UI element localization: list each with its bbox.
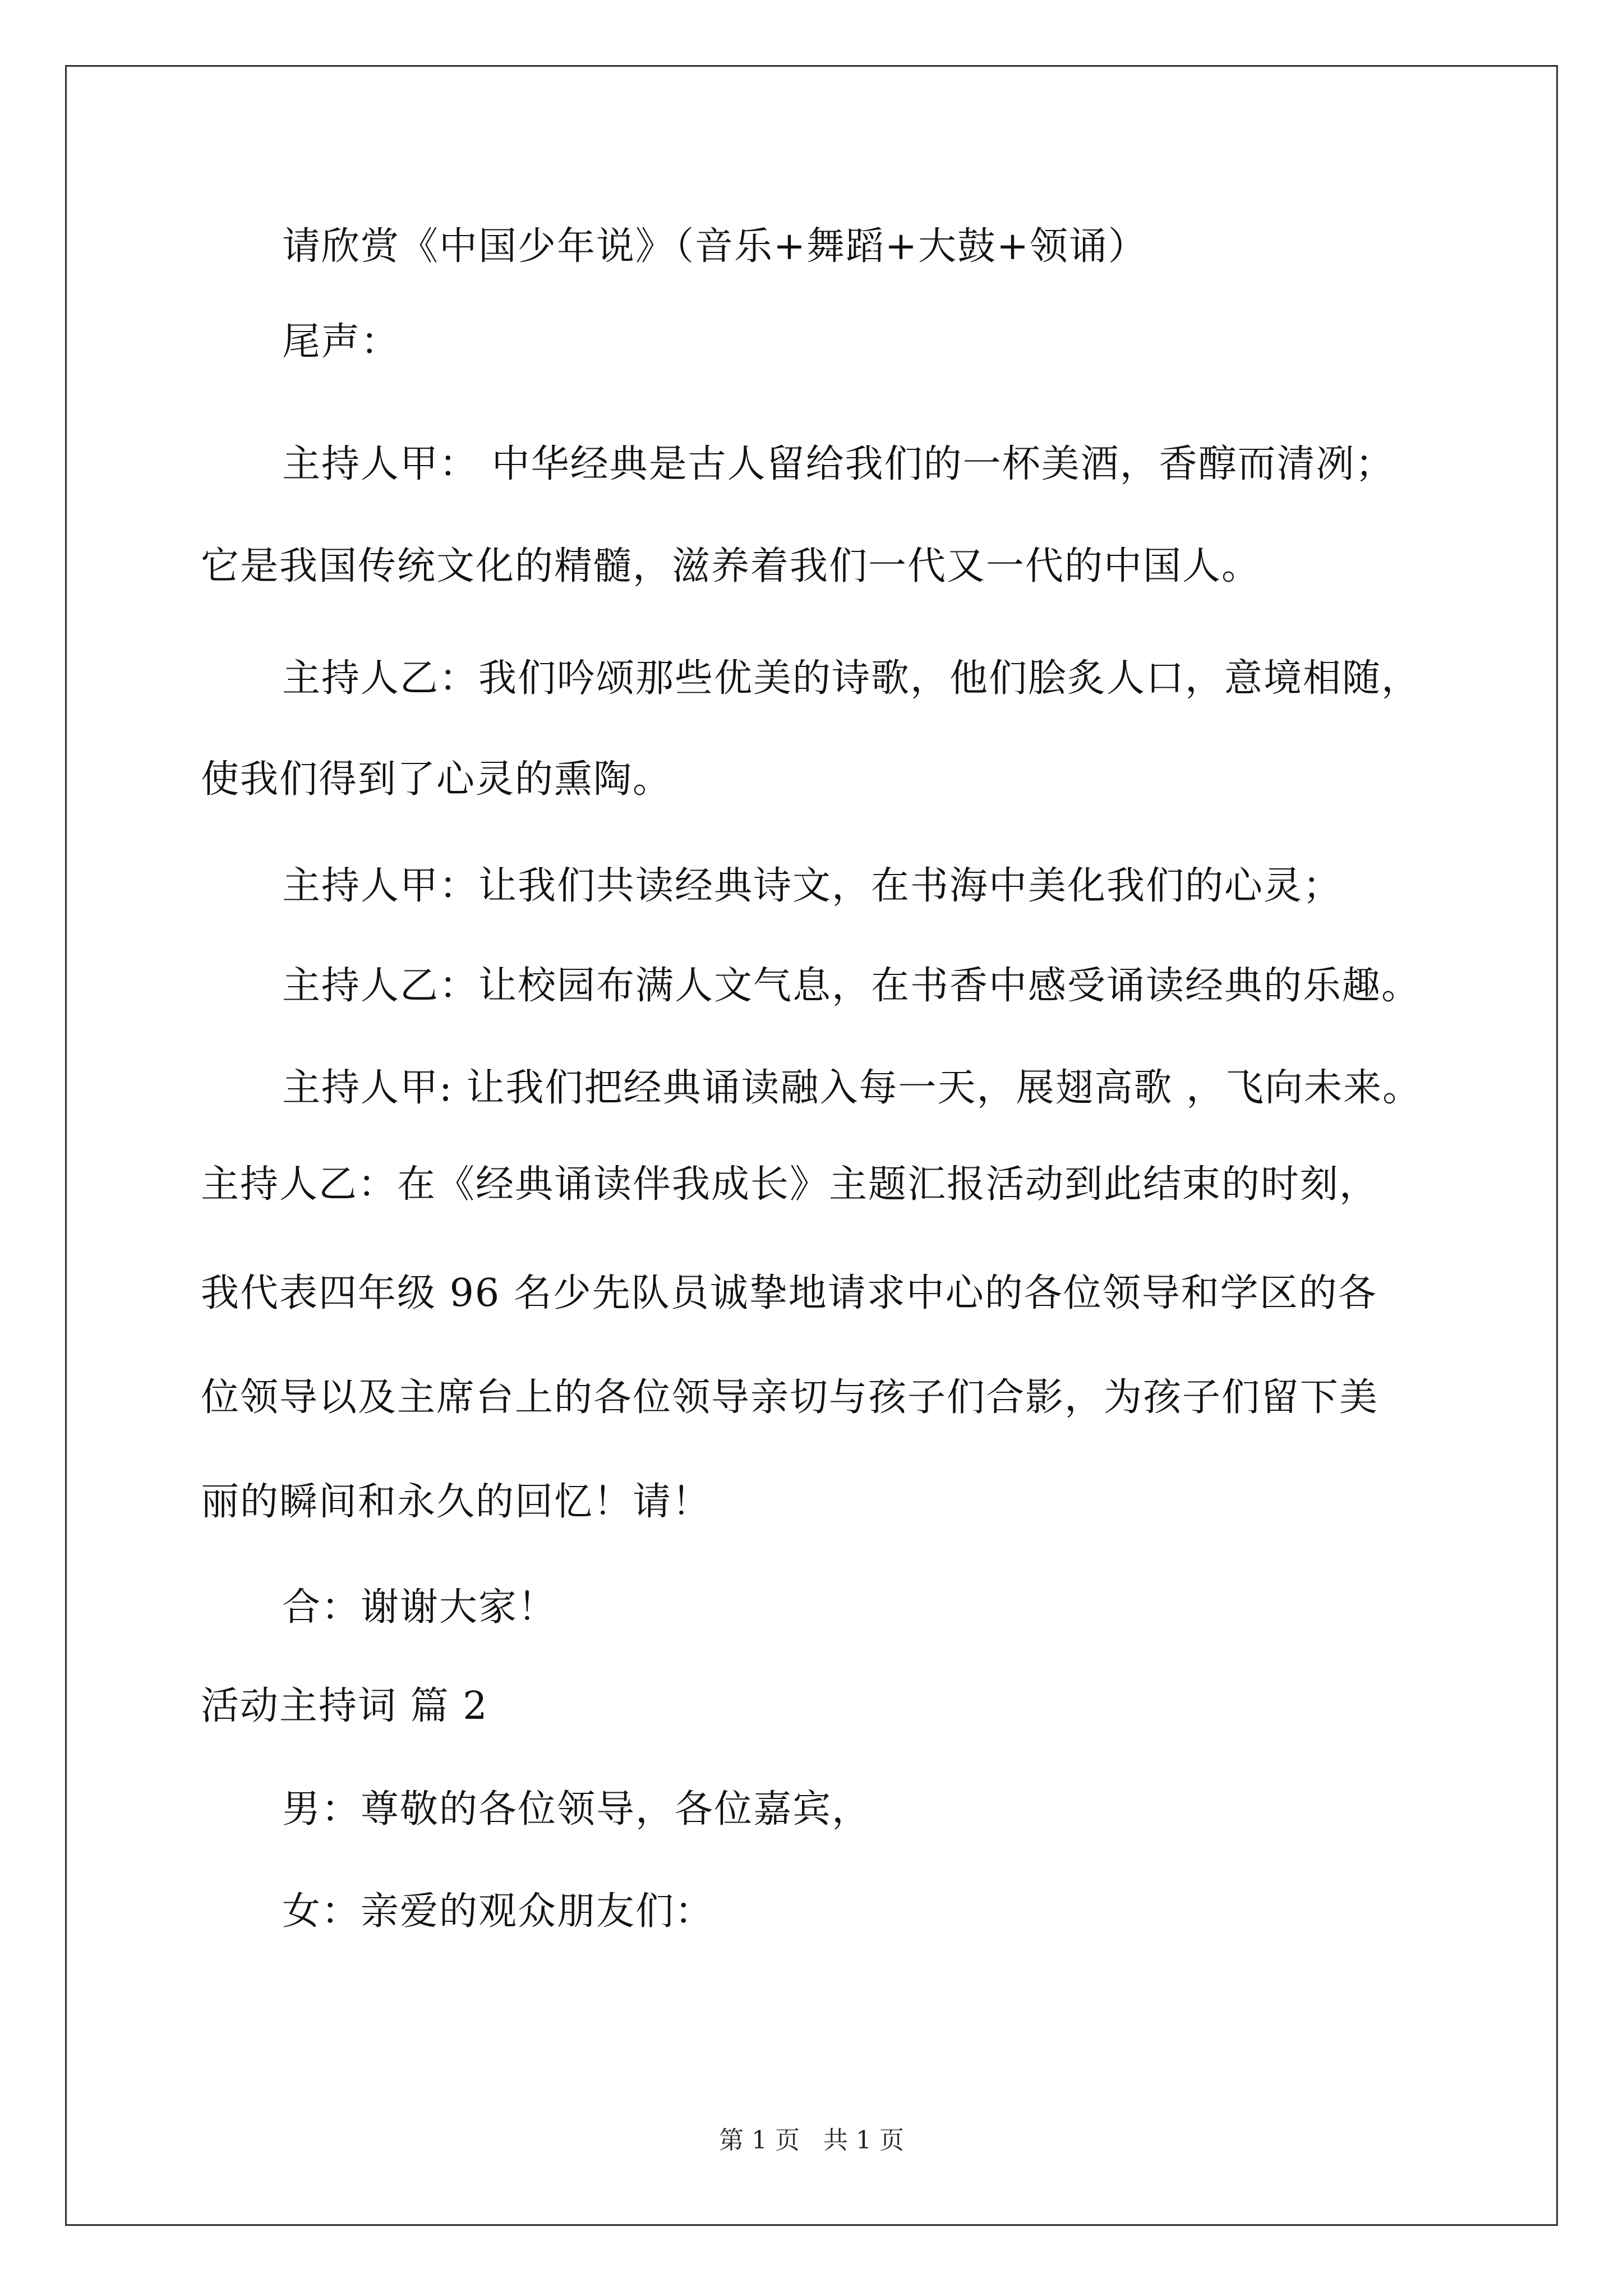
text-line-16: 男：尊敬的各位领导，各位嘉宾， [282, 1787, 872, 1832]
text-line-14: 合：谢谢大家！ [282, 1585, 557, 1630]
text-line-3: 主持人甲： 中华经典是古人留给我们的一杯美酒，香醇而清冽； [282, 442, 1395, 486]
text-line-5: 主持人乙：我们吟颂那些优美的诗歌，他们脍炙人口，意境相随， [282, 656, 1421, 701]
text-line-7: 主持人甲：让我们共读经典诗文，在书海中美化我们的心灵； [282, 864, 1343, 908]
text-line-17: 女：亲爱的观众朋友们： [282, 1889, 714, 1934]
text-line-2: 尾声： [282, 320, 400, 364]
section-heading: 活动主持词 篇 2 [201, 1684, 488, 1728]
text-line-6: 使我们得到了心灵的熏陶。 [201, 757, 672, 802]
text-line-8: 主持人乙：让校园布满人文气息，在书香中感受诵读经典的乐趣。 [282, 964, 1421, 1008]
text-line-9: 主持人甲: 让我们把经典诵读融入每一天，展翅高歌 ，飞向未来。 [282, 1066, 1422, 1110]
text-line-10: 主持人乙：在《经典诵读伴我成长》主题汇报活动到此结束的时刻， [201, 1162, 1379, 1207]
text-line-1: 请欣赏《中国少年说》（音乐+舞蹈+大鼓+领诵） [282, 224, 1147, 269]
page-number-footer: 第 1 页 共 1 页 [719, 2126, 904, 2155]
text-line-11: 我代表四年级 96 名少先队员诚挚地请求中心的各位领导和学区的各 [201, 1271, 1377, 1315]
text-line-13: 丽的瞬间和永久的回忆！请！ [201, 1480, 712, 1524]
text-line-12: 位领导以及主席台上的各位领导亲切与孩子们合影，为孩子们留下美 [201, 1375, 1379, 1420]
text-line-4: 它是我国传统文化的精髓，滋养着我们一代又一代的中国人。 [201, 544, 1261, 588]
